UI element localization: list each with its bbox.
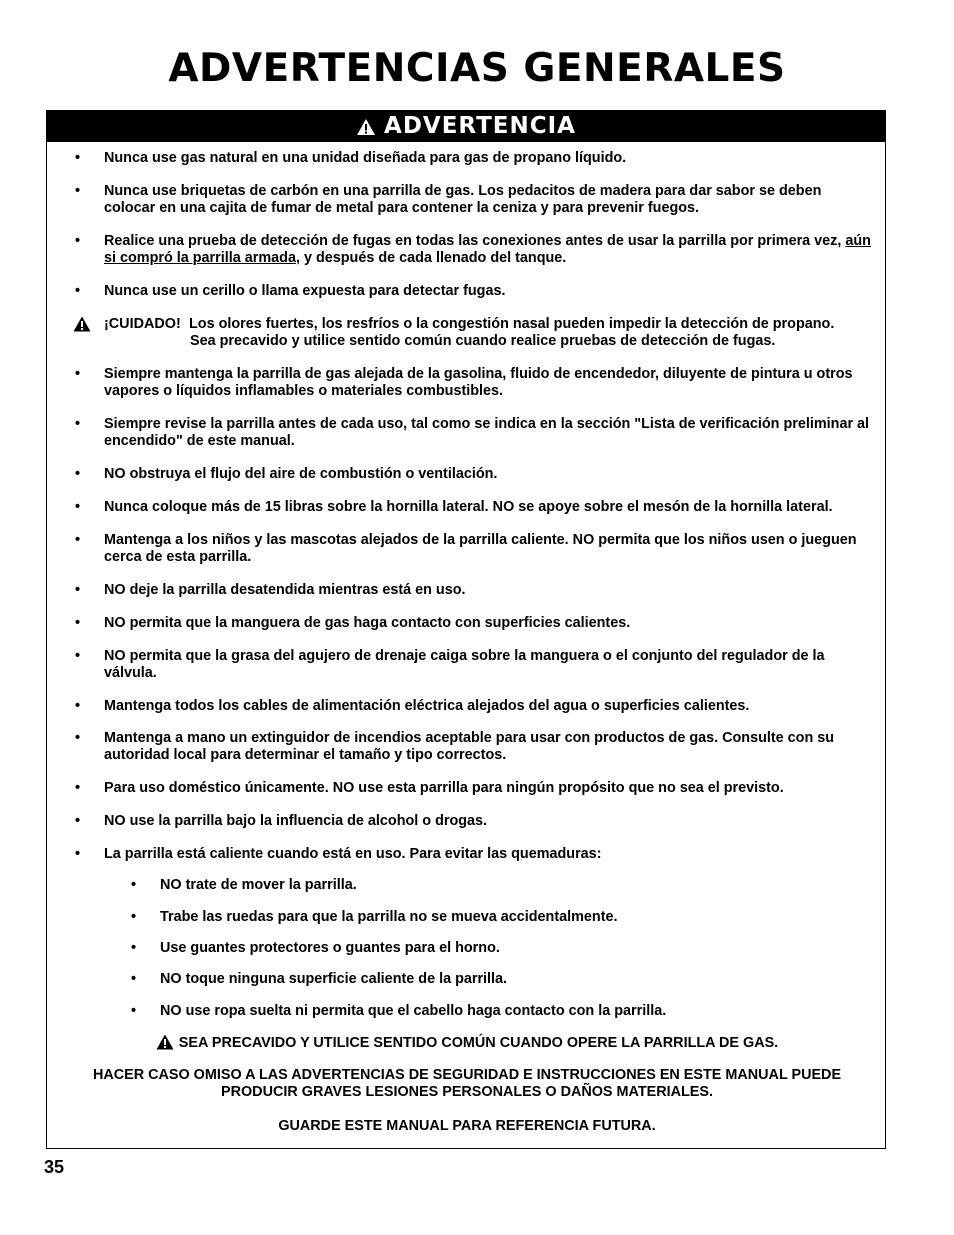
bullet: • — [75, 813, 81, 829]
item-text: Nunca use briquetas de carbón en una parrilla de gas. Los pedacitos de madera para dar sabor se deben colocar en una cajita de fumar de metal para contener la ceniza y para prevenir fuegos. — [104, 183, 822, 216]
underlined-text: aún si compró la parrilla armada — [104, 233, 871, 266]
item-text: Nunca coloque más de 15 libras sobre la hornilla lateral. NO se apoye sobre el mesón de la hornilla lateral. — [104, 499, 833, 515]
bullet: • — [75, 466, 81, 482]
item-text: Trabe las ruedas para que la parrilla no se mueva accidentalmente. — [160, 909, 618, 925]
bullet: • — [75, 233, 81, 249]
bullet: • — [75, 615, 81, 631]
caution-label: ¡CUIDADO! — [104, 316, 181, 332]
warning-triangle-icon — [73, 316, 91, 332]
bullet: • — [75, 366, 81, 382]
item-text-before: Realice una prueba de detección de fugas en todas las conexiones antes de usar la parrilla por primera vez, — [104, 233, 846, 249]
bullet: • — [75, 532, 81, 548]
precaution-text: SEA PRECAVIDO Y UTILICE SENTIDO COMÚN CUANDO OPERE LA PARRILLA DE GAS. — [178, 1035, 779, 1051]
item-text: Nunca use un cerillo o llama expuesta para detectar fugas. — [104, 283, 506, 299]
page-title: ADVERTENCIAS GENERALES — [168, 46, 786, 91]
warning-triangle-icon — [156, 1034, 174, 1050]
item-text-after: , y después de cada llenado del tanque. — [295, 250, 567, 266]
item-text: Use guantes protectores o guantes para el horno. — [160, 940, 500, 956]
warning-box — [46, 110, 886, 1149]
item-text: NO deje la parrilla desatendida mientras está en uso. — [104, 582, 466, 598]
bullet: • — [131, 1003, 137, 1019]
item-text: NO use la parrilla bajo la influencia de alcohol o drogas. — [104, 813, 488, 829]
bullet: • — [131, 877, 137, 893]
bullet: • — [75, 730, 81, 746]
warning-banner — [47, 111, 885, 142]
disregard-warning-line2: PRODUCIR GRAVES LESIONES PERSONALES O DAÑOS MATERIALES. — [221, 1084, 713, 1100]
item-text: NO use ropa suelta ni permita que el cabello haga contacto con la parrilla. — [160, 1003, 667, 1019]
bullet: • — [131, 971, 137, 987]
banner-title: ADVERTENCIA — [384, 113, 576, 139]
bullet: • — [75, 582, 81, 598]
item-text: NO toque ninguna superficie caliente de la parrilla. — [160, 971, 508, 987]
item-text: NO obstruya el flujo del aire de combustión o ventilación. — [104, 466, 498, 482]
bullet: • — [75, 648, 81, 664]
item-text: Mantenga a los niños y las mascotas alejados de la parrilla caliente. NO permita que los niños usen o jueguen cerca de esta parrilla. — [104, 532, 857, 565]
bullet: • — [75, 780, 81, 796]
item-text: Siempre mantenga la parrilla de gas alejada de la gasolina, fluido de encendedor, diluyente de pintura u otros vapores o líquidos inflamables o materiales combustibles. — [104, 366, 853, 399]
bullet: • — [75, 499, 81, 515]
caution-text-line1: Los olores fuertes, los resfríos o la congestión nasal pueden impedir la detección de propano. — [189, 316, 835, 332]
precaution-line — [47, 1034, 887, 1052]
bullet: • — [75, 698, 81, 714]
bullet: • — [75, 416, 81, 432]
warning-triangle-icon — [356, 118, 376, 136]
item-text: Mantenga todos los cables de alimentación eléctrica alejados del agua o superficies calientes. — [104, 698, 750, 714]
item-text: Mantenga a mano un extinguidor de incendios aceptable para usar con productos de gas. Consulte con su autoridad local para determinar el tamaño y tipo correctos. — [104, 730, 835, 763]
bullet: • — [131, 940, 137, 956]
item-text: NO trate de mover la parrilla. — [160, 877, 357, 893]
caution-text-line2: Sea precavido y utilice sentido común cuando realice pruebas de detección de fugas. — [190, 333, 776, 349]
item-text: Nunca use gas natural en una unidad diseñada para gas de propano líquido. — [104, 150, 627, 166]
item-text: La parrilla está caliente cuando está en uso. Para evitar las quemaduras: — [104, 846, 602, 862]
keep-manual-note: GUARDE ESTE MANUAL PARA REFERENCIA FUTURA. — [278, 1118, 656, 1134]
item-text — [104, 233, 874, 267]
bullet: • — [75, 150, 81, 166]
bullet: • — [75, 183, 81, 199]
bullet: • — [75, 283, 81, 299]
bullet: • — [131, 909, 137, 925]
item-text: NO permita que la manguera de gas haga contacto con superficies calientes. — [104, 615, 631, 631]
item-text: Para uso doméstico únicamente. NO use esta parrilla para ningún propósito que no sea el previsto. — [104, 780, 784, 796]
disregard-warning-line1: HACER CASO OMISO A LAS ADVERTENCIAS DE SEGURIDAD E INSTRUCCIONES EN ESTE MANUAL PUEDE — [92, 1067, 842, 1083]
item-text: Siempre revise la parrilla antes de cada uso, tal como se indica en la sección "Lista de verificación preliminar al encendido" de este manual. — [104, 416, 870, 449]
item-text: NO permita que la grasa del agujero de drenaje caiga sobre la manguera o el conjunto del regulador de la válvula. — [104, 648, 825, 681]
bullet: • — [75, 846, 81, 862]
page-number: 35 — [44, 1157, 65, 1177]
